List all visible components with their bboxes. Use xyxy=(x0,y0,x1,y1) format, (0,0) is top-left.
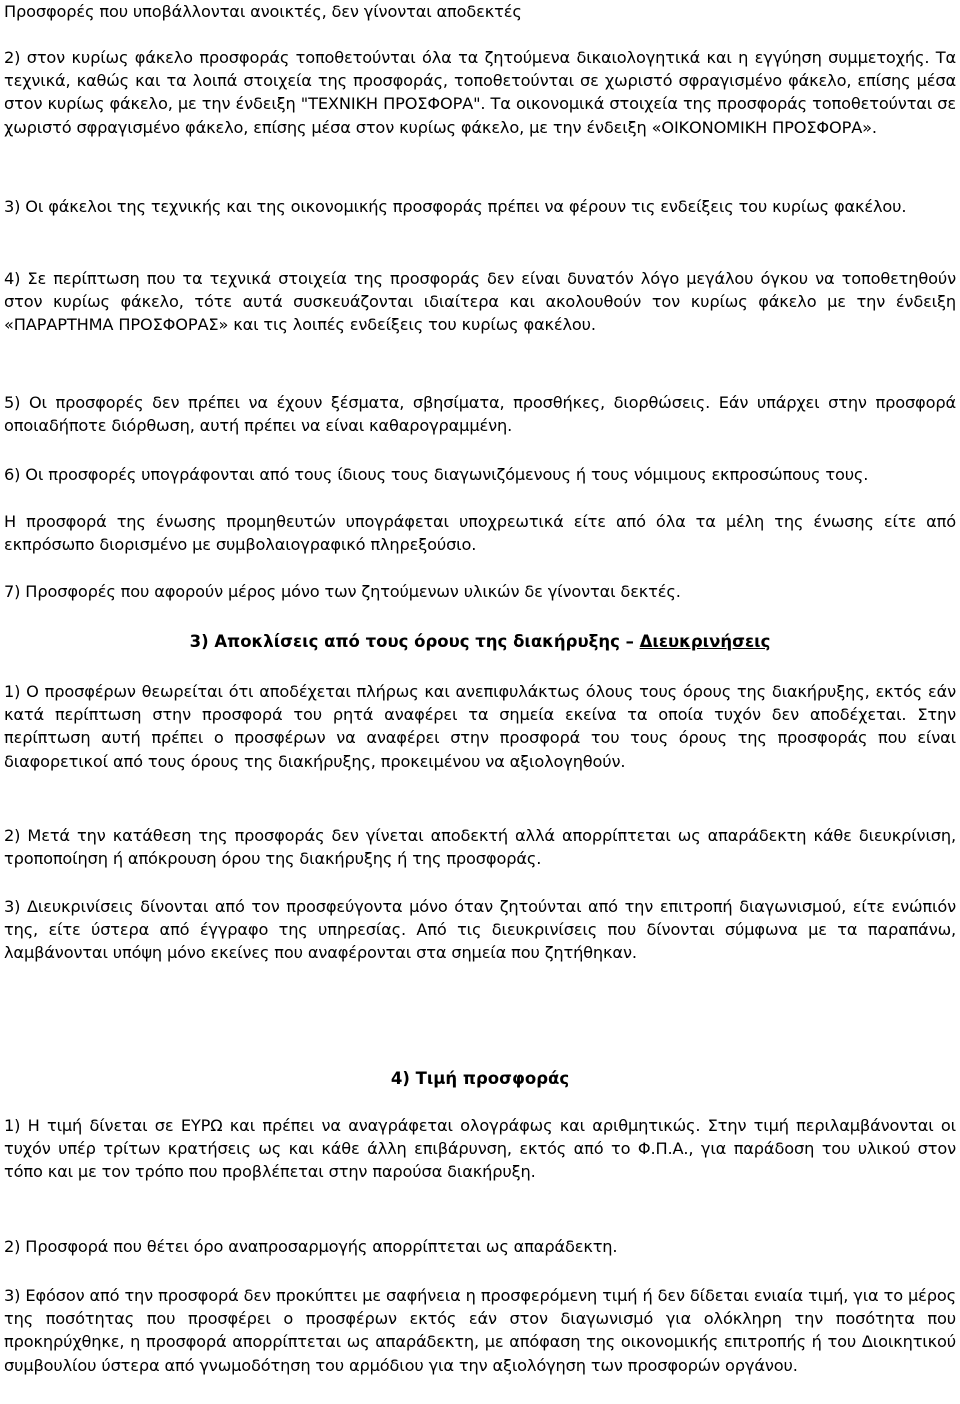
section-3-item-1: 1) Ο προσφέρων θεωρείται ότι αποδέχεται πλήρως και ανεπιφυλάκτως όλους τους όρους της διακήρυξης, εκτός εάν κατά περίπτωση στην προσφορά του ρητά αναφέρει τα σημεία εκείνα τα οποία τυχόν δεν αποδέχεται. Στην περίπτωση αυτή πρέπει ο προσφέρων να αναφέρει στην προσφορά του τους όρους της προσφοράς που είναι διαφορετικοί από τους όρους της διακήρυξης, προκειμένου να αξιολογηθούν. xyxy=(4,682,956,771)
paragraph-item-7: 7) Προσφορές που αφορούν μέρος μόνο των ζητούμενων υλικών δε γίνονται δεκτές. xyxy=(4,582,681,601)
section-3-item-2: 2) Μετά την κατάθεση της προσφοράς δεν γίνεται αποδεκτή αλλά απορρίπτεται ως απαράδεκτη κάθε διευκρίνιση, τροποποίηση ή απόκρουση όρου της διακήρυξης ή της προσφοράς. xyxy=(4,826,956,869)
paragraph-item-5: 5) Οι προσφορές δεν πρέπει να έχουν ξέσματα, σβησίματα, προσθήκες, διορθώσεις. Εάν υπάρχει στην προσφορά οποιαδήποτε διόρθωση, αυτή πρέπει να είναι καθαρογραμμένη. xyxy=(4,393,956,436)
paragraph-item-6-signatures: 6) Οι προσφορές υπογράφονται από τους ίδιους τους διαγωνιζόμενους ή τους νόμιμους εκπροσώπους τους. xyxy=(4,465,869,484)
paragraph-item-6-union: Η προσφορά της ένωσης προμηθευτών υπογράφεται υποχρεωτικά είτε από όλα τα μέλη της ένωσης είτε από εκπρόσωπο διορισμένο με συμβολαιογραφικό πληρεξούσιο. xyxy=(4,512,956,555)
section-4-item-1: 1) Η τιμή δίνεται σε ΕΥΡΩ και πρέπει να αναγράφεται ολογράφως και αριθμητικώς. Στην τιμή περιλαμβάνονται οι τυχόν υπέρ τρίτων κρατήσεις ως και κάθε άλλη επιβάρυνση, εκτός από το Φ.Π.Α., για παράδοση του υλικού στον τόπο και με τον τρόπο που προβλέπεται στην παρούσα διακήρυξη. xyxy=(4,1116,956,1182)
paragraph-item-4: 4) Σε περίπτωση που τα τεχνικά στοιχεία της προσφοράς δεν είναι δυνατόν λόγο μεγάλου όγκου να τοποθετηθούν στον κυρίως φάκελο, τότε αυτά συσκευάζονται ιδιαίτερα και ακολουθούν τον κυρίως φάκελο με την ένδειξη «ΠΑΡΑΡΤΗΜΑ ΠΡΟΣΦΟΡΑΣ» και τις λοιπές ενδείξεις του κυρίως φακέλου. xyxy=(4,269,956,335)
section-4-item-3: 3) Εφόσον από την προσφορά δεν προκύπτει με σαφήνεια η προσφερόμενη τιμή ή δεν δίδεται ενιαία τιμή, για το μέρος της ποσότητας που προσφέρει ο προσφέρων εκτός εάν στον διαγωνισμό για ολόκληρη την ποσότητα που προκηρύχθηκε, η προσφορά απορρίπτεται ως απαράδεκτη, με απόφαση της οικονομικής επιτροπής ή του Διοικητικού συμβουλίου ύστερα από γνωμοδότηση του αρμόδιου για την αξιολόγηση των προσφορών οργάνου. xyxy=(4,1286,956,1375)
paragraph-item-2: 2) στον κυρίως φάκελο προσφοράς τοποθετούνται όλα τα ζητούμενα δικαιολογητικά και η εγγύηση συμμετοχής. Τα τεχνικά, καθώς και τα λοιπά στοιχεία της προσφοράς, τοποθετούνται σε χωριστό σφραγισμένο φάκελο, επίσης μέσα στον κυρίως φάκελο, με την ένδειξη "ΤΕΧΝΙΚΗ ΠΡΟΣΦΟΡΑ". Τα οικονομικά στοιχεία της προσφοράς τοποθετούνται σε χωριστό σφραγισμένο φάκελο, επίσης μέσα στον κυρίως φάκελο, με την ένδειξη «ΟΙΚΟΝΟΜΙΚΗ ΠΡΟΣΦΟΡΑ». xyxy=(4,48,956,137)
paragraph-item-3: 3) Οι φάκελοι της τεχνικής και της οικονομικής προσφοράς πρέπει να φέρουν τις ενδείξεις του κυρίως φακέλου. xyxy=(4,197,907,216)
section-4-item-2: 2) Προσφορά που θέτει όρο αναπροσαρμογής απορρίπτεται ως απαράδεκτη. xyxy=(4,1237,618,1256)
section-3-heading xyxy=(0,630,960,653)
section-3-item-3: 3) Διευκρινίσεις δίνονται από τον προσφεύγοντα μόνο όταν ζητούνται από την επιτροπή διαγωνισμού, είτε ενώπιόν της, είτε ύστερα από έγγραφο της υπηρεσίας. Από τις διευκρινίσεις που δίνονται σύμφωνα με τα παραπάνω, λαμβάνονται υπόψη μόνο εκείνες που αναφέρονται στα σημεία που ζητήθηκαν. xyxy=(4,897,956,963)
paragraph-unsealed-offers: Προσφορές που υποβάλλονται ανοικτές, δεν γίνονται αποδεκτές xyxy=(4,2,522,21)
section-4-heading: 4) Τιμή προσφοράς xyxy=(390,1069,570,1088)
section-3-heading-prefix: 3) Αποκλίσεις από τους όρους της διακήρυξης – xyxy=(189,632,640,651)
section-3-heading-underlined: Διευκρινήσεις xyxy=(639,632,771,651)
